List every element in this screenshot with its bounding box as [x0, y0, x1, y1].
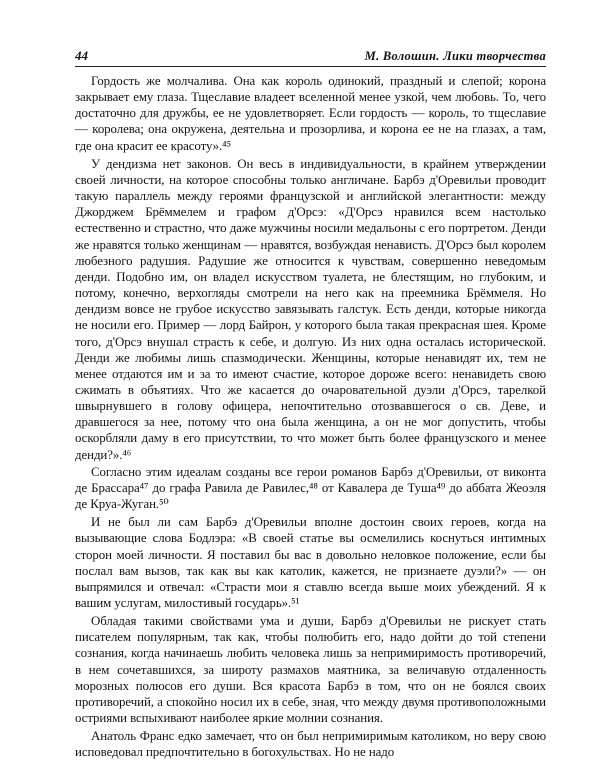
header-rule	[75, 66, 546, 67]
body-text	[75, 73, 546, 762]
page-header	[75, 48, 546, 66]
paragraph: Анатоль Франс едко замечает, что он был непримиримым католиком, но веру свою исповедовал предпочтительно в богохульствах. Но не надо	[75, 729, 546, 760]
paragraph: И не был ли сам Барбэ д'Оревильи вполне достоин своих героев, когда на вызывающие слова Бодлэра: «В своей статье вы осмелились коснуться интимных сторон моей личности. Я поставил бы вас в довольно неловкое положение, если бы послал вам вызов, так как вы как католик, кажется, не признаете дуэли?» — он выпрямился и отвечал: «Страсти мои я ставлю всегда выше моих убеждений. Я к вашим услугам, милостивый государь».⁵¹	[75, 515, 546, 610]
paragraph: Гордость же молчалива. Она как король одинокий, праздный и слепой; корона закрывает ему глаза. Тщеславие владеет вселенной менее узкой, чем любовь. То, чего достаточно для дружбы, ее не удовлетворяет. Если гордость — король, то тщеславие — королева; она окружена, деятельна и прозорлива, и корона ее не на глазах, а там, где она красит ее красоту».⁴⁵	[75, 74, 546, 153]
paragraph: У дендизма нет законов. Он весь в индивидуальности, в крайнем утверждении своей личности, на которое способны только англичане. Барбэ д'Оревильи проводит такую параллель между героями французской и английской элегантности: между Джорджем Брёммелем и графом д'Орсэ: «Д'Орсэ нравился всем настолько естественно и страстно, что даже мужчины носили медальоны с его портретом. Денди же нравятся только женщинам — нравятся, возбуждая ненависть. Д'Орсэ был королем любезного радушия. Радушие же относится к чувствам, совершенно неведомым денди. Подобно им, он владел искусством туалета, не блестящим, но глубоким, и потому, конечно, верхогляды смотрели на него как на преемника Брёммеля. Но дендизм вовсе не грубое искусство завязывать галстук. Есть денди, которые никогда не носили его. Пример — лорд Байрон, у которого была такая прекрасная шея. Кроме того, д'Орсэ внушал страсть к себе, и долгую. Из них одна осталась исторической. Денди же любимы лишь спазмодически. Женщины, которые ненавидят их, тем не менее отдаются им и за то имеют счастие, которое дороже всего: ненавидеть свою сжимать в объятиях. Что же касается до очаровательной дуэли д'Орсэ, тарелкой швырнувшего в голову офицера, непочтительно отозвавшегося о св. Деве, и дравшегося за нее, потому что она была женщина, а он не мог допустить, чтобы оскорбляли даму в его присутствии, то что может быть более французского и менее денди?».⁴⁶	[75, 156, 546, 462]
paragraph: Согласно этим идеалам созданы все герои романов Барбэ д'Оревильи, от виконта де Брассара⁴⁷ до графа Равила де Равилес,⁴⁸ от Кавалера де Туша⁴⁹ до аббата Жеоэля де Круа-Жуган.⁵⁰	[75, 464, 546, 512]
page-number: 44	[75, 48, 88, 63]
paragraph: Обладая такими свойствами ума и души, Барбэ д'Оревильи не рискует стать писателем популярным, так как, чтобы полюбить его, надо дойти до той степени сознания, когда начинаешь любить человека лишь за непримиримость противоречий, в нем сочетавшихся, за широту размахов маятника, за величавую отдаленность морозных полюсов его души. Вся красота Барбэ в том, что он не боялся своих противоречий, а спокойно носил их в себе, зная, что между двумя противоположными остриями вспыхивают наиболее яркие молнии сознания.	[75, 614, 546, 726]
running-title: М. Волошин. Лики творчества	[364, 49, 546, 63]
